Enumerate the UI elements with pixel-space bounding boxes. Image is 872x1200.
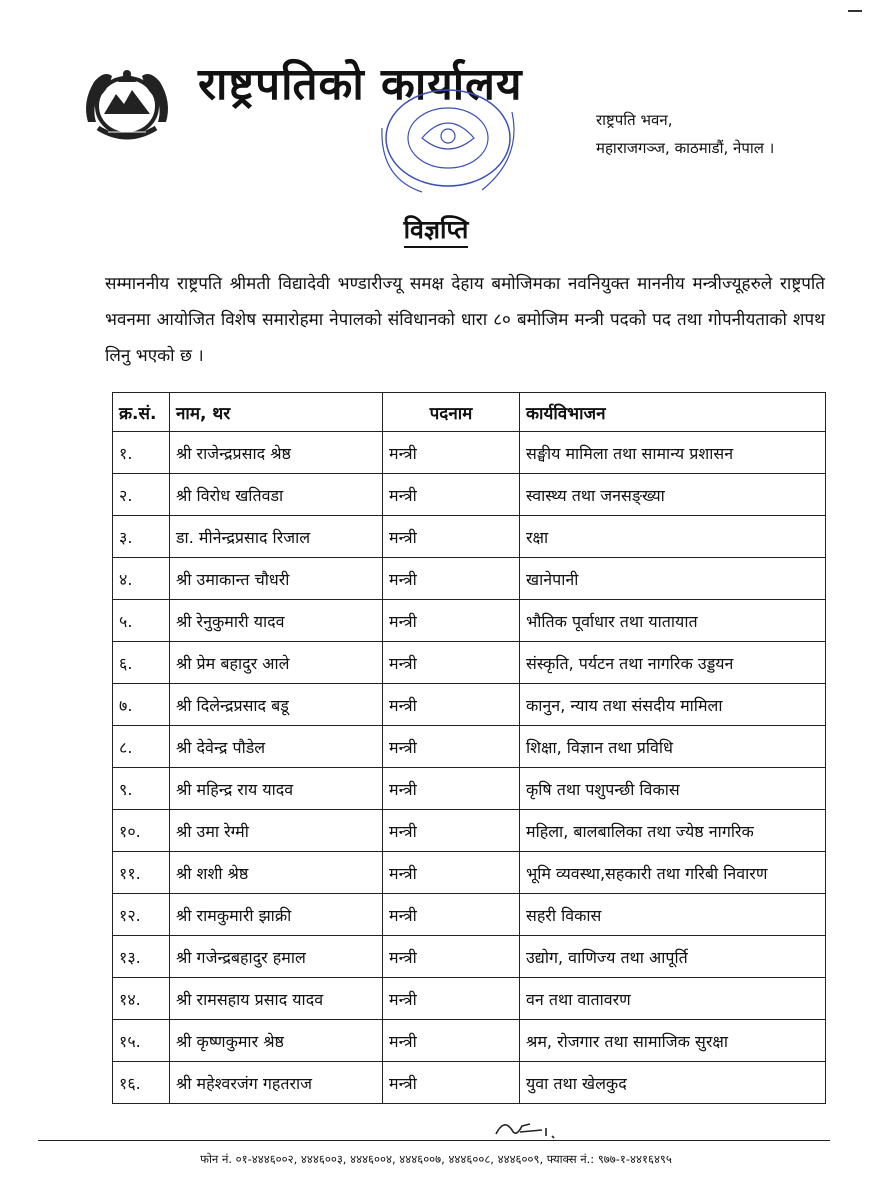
row-department: खानेपानी	[520, 558, 826, 600]
table-row	[113, 1020, 826, 1062]
row-serial: १.	[113, 432, 170, 474]
row-post: मन्त्री	[383, 1020, 520, 1062]
row-serial: ३.	[113, 516, 170, 558]
row-post: मन्त्री	[383, 516, 520, 558]
footer-contact: फोन नं. ०१-४४४६००२, ४४४६००३, ४४४६००४, ४४४६००७, ४४४६००८, ४४४६००९, फ्याक्स नं.: ९७७-१-४४१६४९५	[200, 1152, 672, 1166]
table-row	[113, 810, 826, 852]
row-serial: ८.	[113, 726, 170, 768]
national-emblem-icon	[78, 62, 176, 148]
notice-heading-text: विज्ञप्ति	[404, 215, 469, 248]
ministers-table	[112, 392, 826, 1104]
row-name: श्री उमाकान्त चौधरी	[170, 558, 383, 600]
row-department: शिक्षा, विज्ञान तथा प्रविधि	[520, 726, 826, 768]
row-serial: ६.	[113, 642, 170, 684]
row-department: महिला, बालबालिका तथा ज्येष्ठ नागरिक	[520, 810, 826, 852]
scan-mark	[848, 10, 862, 12]
row-post: मन्त्री	[383, 894, 520, 936]
office-stamp	[362, 88, 532, 206]
row-serial: १४.	[113, 978, 170, 1020]
table-header-row	[113, 393, 826, 432]
row-department: संस्कृति, पर्यटन तथा नागरिक उड्डयन	[520, 642, 826, 684]
notice-body: सम्माननीय राष्ट्रपति श्रीमती विद्यादेवी भण्डारीज्यू समक्ष देहाय बमोजिमका नवनियुक्त माननीय मन्त्रीज्यूहरुले राष्ट्रपति भवनमा आयोजित विशेष समारोहमा नेपालको संविधानको धारा ८० बमोजिम मन्त्री पदको पद तथा गोपनीयताको शपथ लिनु भएको छ ।	[105, 274, 825, 366]
row-name: श्री रामकुमारी झाक्री	[170, 894, 383, 936]
address-line-2: महाराजगञ्ज, काठमाडौं, नेपाल ।	[596, 139, 775, 157]
table-row	[113, 978, 826, 1020]
row-department: उद्योग, वाणिज्य तथा आपूर्ति	[520, 936, 826, 978]
row-serial: ७.	[113, 684, 170, 726]
row-department: सङ्घीय मामिला तथा सामान्य प्रशासन	[520, 432, 826, 474]
office-title: राष्ट्रपतिको कार्यालय	[198, 59, 523, 110]
row-department: भौतिक पूर्वाधार तथा यातायात	[520, 600, 826, 642]
row-department: कानुन, न्याय तथा संसदीय मामिला	[520, 684, 826, 726]
row-serial: ४.	[113, 558, 170, 600]
row-department: वन तथा वातावरण	[520, 978, 826, 1020]
row-name: श्री महिन्द्र राय यादव	[170, 768, 383, 810]
row-name: श्री शशी श्रेष्ठ	[170, 852, 383, 894]
table-row	[113, 936, 826, 978]
row-name: श्री उमा रेग्मी	[170, 810, 383, 852]
table-row	[113, 474, 826, 516]
header-department: कार्यविभाजन	[520, 393, 826, 432]
header-post: पदनाम	[383, 393, 520, 432]
row-department: भूमि व्यवस्था,सहकारी तथा गरिबी निवारण	[520, 852, 826, 894]
row-serial: १६.	[113, 1062, 170, 1104]
table-row	[113, 432, 826, 474]
row-name: श्री गजेन्द्रबहादुर हमाल	[170, 936, 383, 978]
table-row	[113, 768, 826, 810]
row-post: मन्त्री	[383, 852, 520, 894]
row-name: श्री विरोध खतिवडा	[170, 474, 383, 516]
row-post: मन्त्री	[383, 1062, 520, 1104]
row-name: श्री महेश्वरजंग गहतराज	[170, 1062, 383, 1104]
row-post: मन्त्री	[383, 726, 520, 768]
row-post: मन्त्री	[383, 600, 520, 642]
table-row	[113, 600, 826, 642]
footer-divider	[38, 1140, 830, 1141]
table-row	[113, 642, 826, 684]
row-serial: ९.	[113, 768, 170, 810]
row-serial: ५.	[113, 600, 170, 642]
table-row	[113, 516, 826, 558]
table-row	[113, 1062, 826, 1104]
row-name: श्री देवेन्द्र पौडेल	[170, 726, 383, 768]
row-department: स्वास्थ्य तथा जनसङ्ख्या	[520, 474, 826, 516]
row-post: मन्त्री	[383, 936, 520, 978]
row-post: मन्त्री	[383, 558, 520, 600]
row-name: डा. मीनेन्द्रप्रसाद रिजाल	[170, 516, 383, 558]
row-post: मन्त्री	[383, 978, 520, 1020]
notice-heading	[0, 212, 872, 246]
row-post: मन्त्री	[383, 768, 520, 810]
header-serial: क्र.सं.	[113, 393, 170, 432]
row-post: मन्त्री	[383, 474, 520, 516]
header-name: नाम, थर	[170, 393, 383, 432]
row-name: श्री राजेन्द्रप्रसाद श्रेष्ठ	[170, 432, 383, 474]
row-serial: १५.	[113, 1020, 170, 1062]
table-row	[113, 558, 826, 600]
row-serial: १३.	[113, 936, 170, 978]
row-name: श्री कृष्णकुमार श्रेष्ठ	[170, 1020, 383, 1062]
row-name: श्री रामसहाय प्रसाद यादव	[170, 978, 383, 1020]
row-name: श्री रेनुकुमारी यादव	[170, 600, 383, 642]
row-post: मन्त्री	[383, 642, 520, 684]
row-department: कृषि तथा पशुपन्छी विकास	[520, 768, 826, 810]
table-row	[113, 726, 826, 768]
row-serial: १०.	[113, 810, 170, 852]
row-post: मन्त्री	[383, 432, 520, 474]
table-row	[113, 852, 826, 894]
row-department: सहरी विकास	[520, 894, 826, 936]
row-post: मन्त्री	[383, 684, 520, 726]
row-department: युवा तथा खेलकुद	[520, 1062, 826, 1104]
row-serial: ११.	[113, 852, 170, 894]
table-row	[113, 684, 826, 726]
row-name: श्री प्रेम बहादुर आले	[170, 642, 383, 684]
row-serial: १२.	[113, 894, 170, 936]
row-department: श्रम, रोजगार तथा सामाजिक सुरक्षा	[520, 1020, 826, 1062]
table-row	[113, 894, 826, 936]
row-serial: २.	[113, 474, 170, 516]
row-post: मन्त्री	[383, 810, 520, 852]
row-name: श्री दिलेन्द्रप्रसाद बडू	[170, 684, 383, 726]
office-address	[596, 106, 774, 162]
address-line-1: राष्ट्रपति भवन,	[596, 111, 673, 129]
row-department: रक्षा	[520, 516, 826, 558]
